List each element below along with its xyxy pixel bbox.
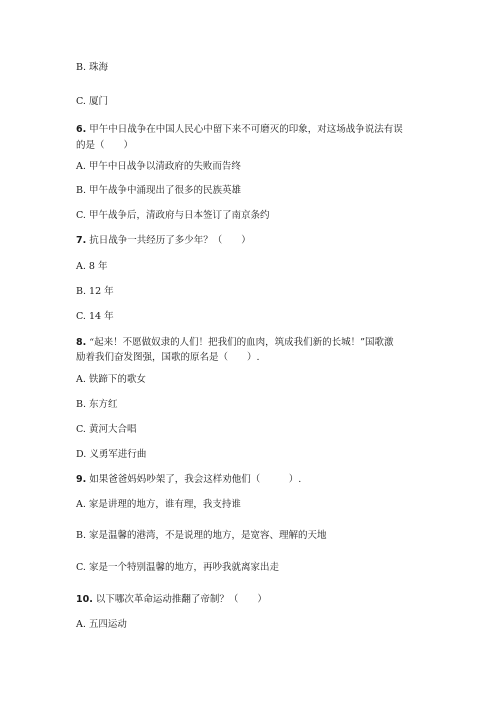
question-number: 8. bbox=[76, 337, 87, 348]
option-6-b: B. 甲午战争中涌现出了很多的民族英雄 bbox=[76, 185, 242, 196]
question-number: 7. bbox=[76, 235, 87, 246]
option-6-a: A. 甲午中日战争以清政府的失败而告终 bbox=[76, 161, 241, 172]
question-text: “起来！不愿做奴隶的人们！把我们的血肉，筑成我们新的长城！”国歌激 bbox=[89, 337, 394, 348]
option-7-a: A. 8 年 bbox=[76, 261, 108, 272]
question-number: 9. bbox=[76, 474, 87, 485]
question-6-stem bbox=[76, 124, 403, 136]
option-9-b: B. 家是温馨的港湾，不是说理的地方，是宽容、理解的天地 bbox=[76, 530, 327, 541]
option-7-c: C. 14 年 bbox=[76, 311, 114, 322]
question-8-stem-cont: 励着我们奋发图强，国歌的原名是（ ）. bbox=[76, 352, 260, 363]
question-text: 抗日战争一共经历了多少年？（ ） bbox=[89, 235, 251, 246]
question-text: 甲午中日战争在中国人民心中留下来不可磨灭的印象，对这场战争说法有误 bbox=[89, 124, 403, 135]
option-8-d: D. 义勇军进行曲 bbox=[76, 449, 147, 460]
question-8-stem bbox=[76, 337, 393, 349]
option-9-a: A. 家是讲理的地方，谁有理，我支持谁 bbox=[76, 499, 241, 510]
option-8-a: A. 铁蹄下的歌女 bbox=[76, 374, 146, 385]
question-7-stem bbox=[76, 235, 251, 247]
question-10-stem bbox=[76, 594, 267, 606]
option-8-c: C. 黄河大合唱 bbox=[76, 424, 137, 435]
question-number: 10. bbox=[76, 594, 93, 605]
option-9-c: C. 家是一个特别温馨的地方，再吵我就离家出走 bbox=[76, 562, 279, 573]
option-8-b: B. 东方红 bbox=[76, 399, 118, 410]
option-prev-c: C. 厦门 bbox=[76, 96, 108, 107]
option-6-c: C. 甲午战争后，清政府与日本签订了南京条约 bbox=[76, 210, 270, 221]
question-number: 6. bbox=[76, 124, 87, 135]
question-6-stem-cont: 的是（ ） bbox=[76, 140, 134, 151]
question-9-stem bbox=[76, 474, 301, 486]
option-7-b: B. 12 年 bbox=[76, 286, 114, 297]
option-10-a: A. 五四运动 bbox=[76, 619, 127, 630]
question-text: 以下哪次革命运动推翻了帝制？（ ） bbox=[95, 594, 267, 605]
question-text: 如果爸爸妈妈吵架了，我会这样劝他们（ ）. bbox=[89, 474, 302, 485]
option-prev-b: B. 珠海 bbox=[76, 62, 109, 73]
